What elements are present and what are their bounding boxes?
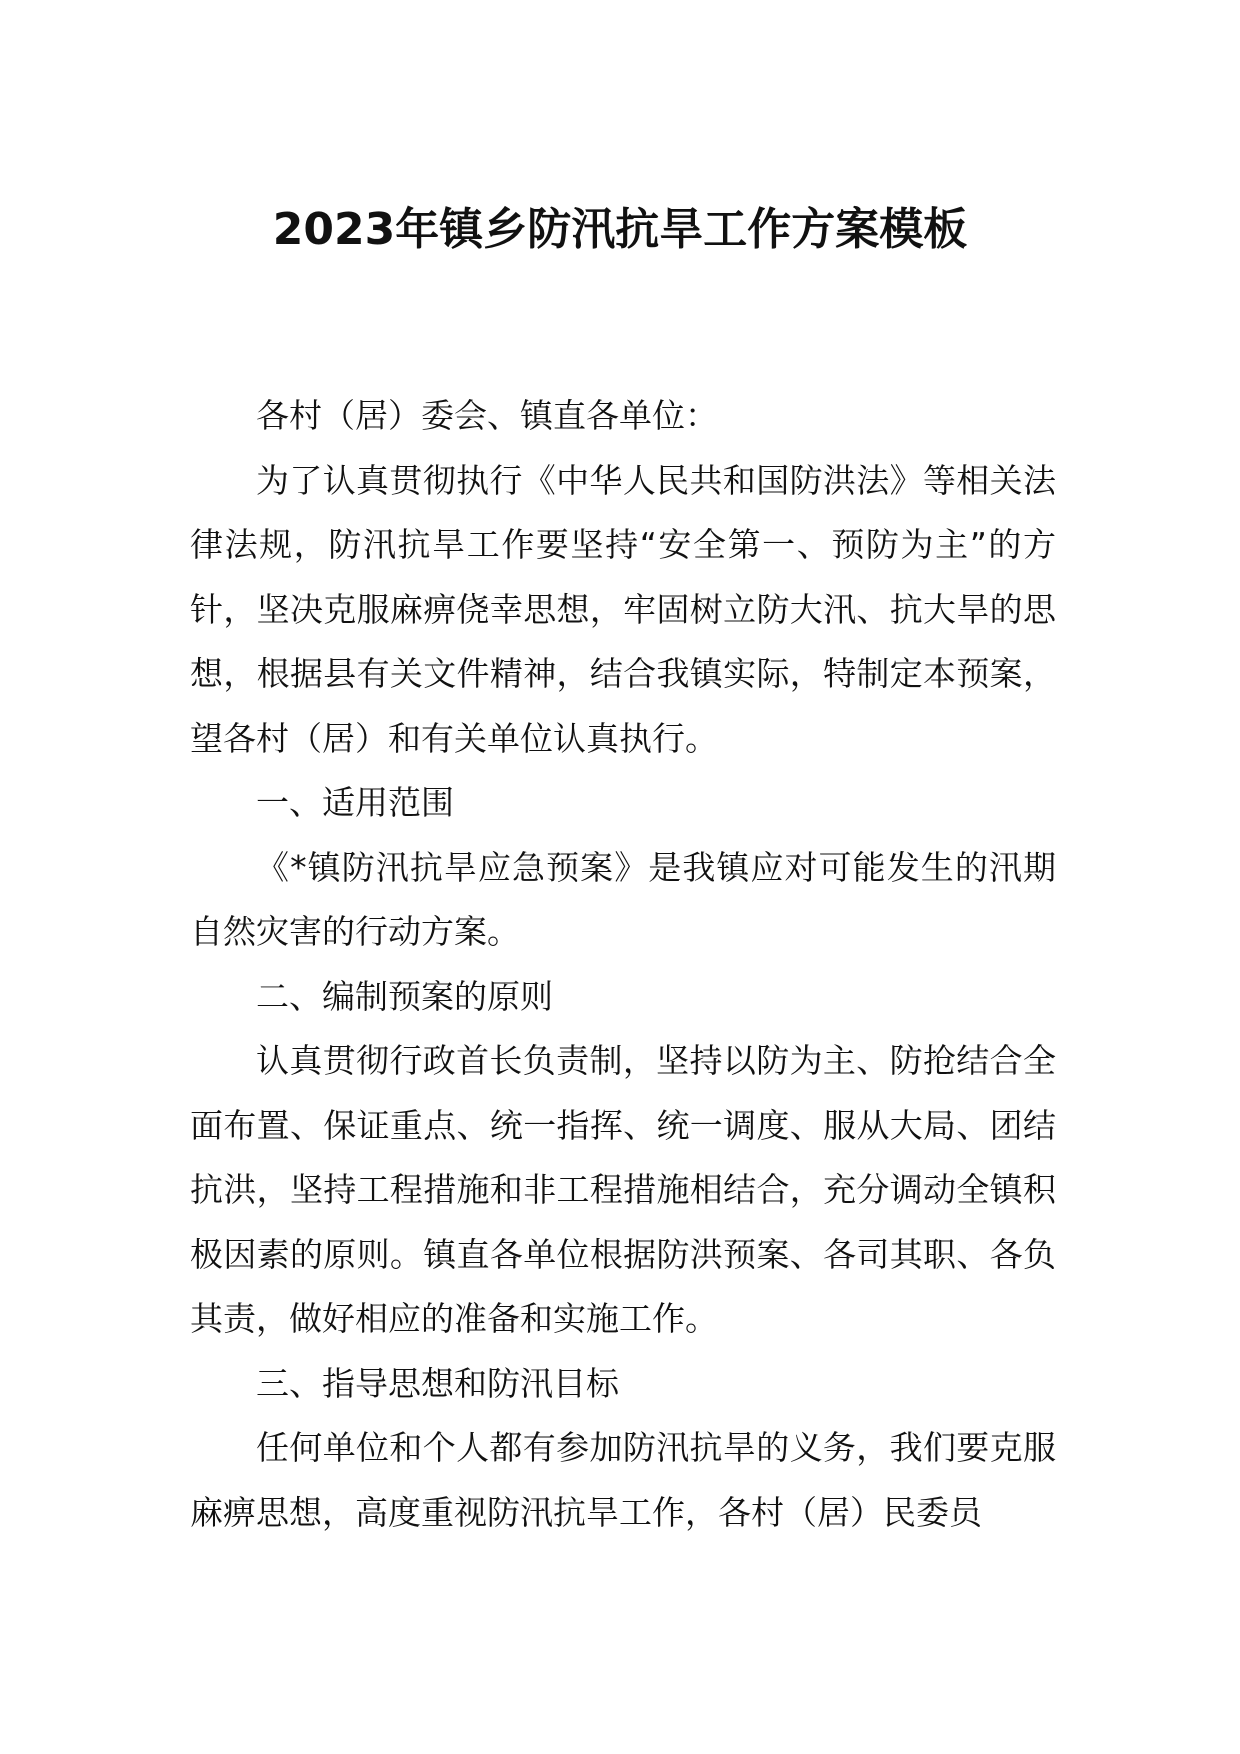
- salutation: 各村（居）委会、镇直各单位：: [256, 396, 718, 435]
- section-heading-principles: 二、编制预案的原则: [256, 976, 553, 1016]
- intro-paragraph: 为了认真贯彻执行《中华人民共和国防洪法》等相关法律法规，防汛抗旱工作要坚持“安全第一、预防为主”的方针，坚决克服麻痹侥幸思想，牢固树立防大汛、抗大旱的思想，根据县有关文件精神，结合我镇实际，特制定本预案，望各村（居）和有关单位认真执行。: [190, 460, 1056, 758]
- guidance-paragraph: 任何单位和个人都有参加防汛抗旱的义务，我们要克服麻痹思想，高度重视防汛抗旱工作，各村（居）民委员: [190, 1428, 1056, 1532]
- section-heading-scope: 一、适用范围: [256, 783, 454, 822]
- document-body: [190, 384, 1056, 1545]
- section-heading-guidance: 三、指导思想和防汛目标: [256, 1363, 619, 1403]
- document-title: 2023年镇乡防汛抗旱工作方案模板: [272, 204, 968, 255]
- scope-paragraph: 《*镇防汛抗旱应急预案》是我镇应对可能发生的汛期自然灾害的行动方案。: [190, 847, 1056, 951]
- principles-paragraph: 认真贯彻行政首长负责制，坚持以防为主、防抢结合全面布置、保证重点、统一指挥、统一调度、服从大局、团结抗洪，坚持工程措施和非工程措施相结合，充分调动全镇积极因素的原则。镇直各单位根据防洪预案、各司其职、各负其责，做好相应的准备和实施工作。: [190, 1041, 1056, 1338]
